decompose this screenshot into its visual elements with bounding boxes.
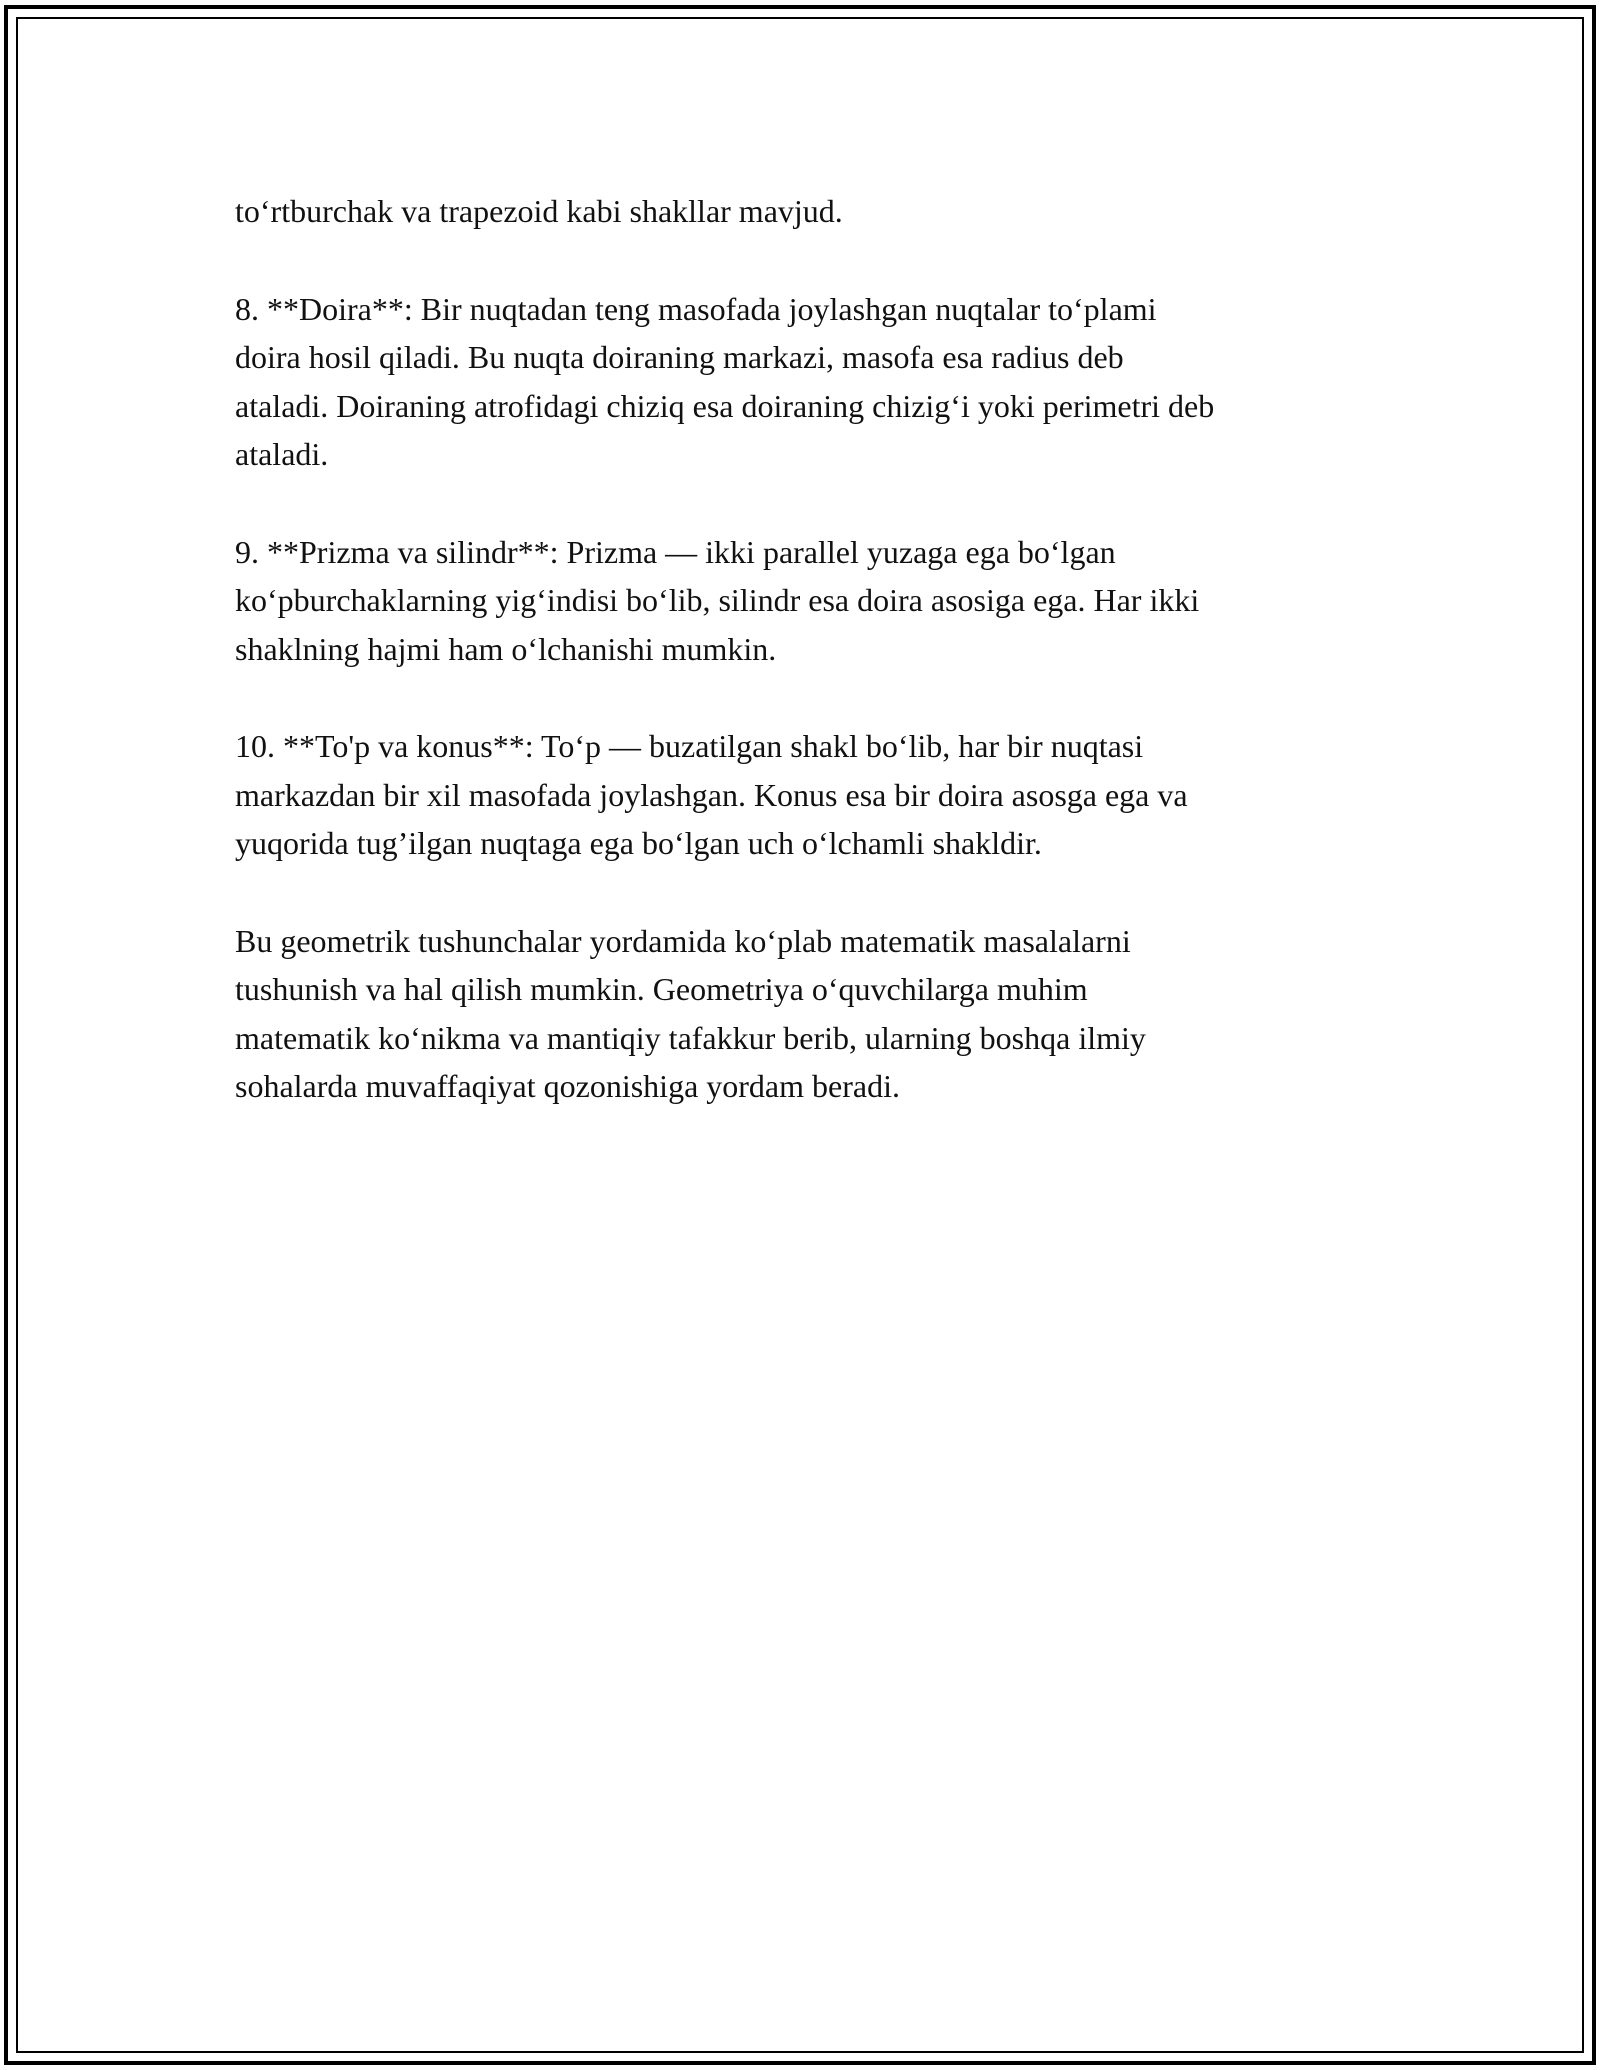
paragraph-conclusion: Bu geometrik tushunchalar yordamida ko‘plab matematik masalalarni tushunish va hal qilish mumkin. Geometriya o‘quvchilarga muhim matematik ko‘nikma va mantiqiy tafakkur berib, ularning boshqa ilmiy sohalarda muvaffaqiyat qozonishiga yordam beradi. (235, 922, 1146, 1104)
paragraph-top-konus: 10. **To'p va konus**: To‘p — buzatilgan shakl bo‘lib, har bir nuqtasi markazdan bir xil masofada joylashgan. Konus esa bir doira asosga ega va yuqorida tug’ilgan nuqtaga ega bo‘lgan uch o‘lchamli shakldir. (235, 728, 1188, 861)
paragraph-prizma-silindr: 9. **Prizma va silindr**: Prizma — ikki parallel yuzaga ega bo‘lgan ko‘pburchaklarning yig‘indisi bo‘lib, silindr esa doira asosiga ega. Har ikki shaklning hajmi ham o‘lchanishi mumkin. (235, 533, 1200, 667)
document-body (235, 187, 1365, 1160)
paragraph-continuation: to‘rtburchak va trapezoid kabi shakllar mavjud. (235, 193, 843, 229)
paragraph-doira: 8. **Doira**: Bir nuqtadan teng masofada joylashgan nuqtalar to‘plami doira hosil qiladi. Bu nuqta doiraning markazi, masofa esa radius deb ataladi. Doiraning atrofidagi chiziq esa doiraning chizig‘i yoki perimetri deb ataladi. (235, 290, 1215, 472)
